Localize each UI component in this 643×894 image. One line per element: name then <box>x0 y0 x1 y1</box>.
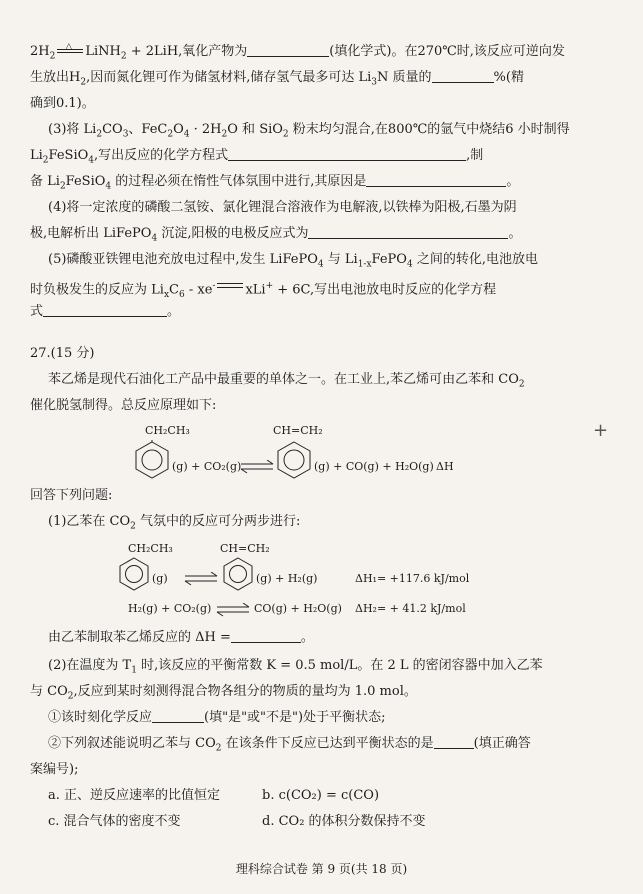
text-line-1: $2H_2$ △ LiNH$_2$ + 2LiH,氧化产物为 (填化学式)。在270℃时,该反应可逆向发 <box>30 42 565 62</box>
option-c: c. 混合气体的密度不变 <box>48 814 181 829</box>
answer-blank[interactable] <box>247 42 329 57</box>
text-line-2: 生放出$H_2$,因而氮化锂可作为储氢材料,储存氢气最多可达 $Li_3N$ 质量的 %(精 <box>30 70 524 88</box>
answer-blank[interactable] <box>231 628 301 643</box>
text-line-13: 催化脱氢制得。总反应原理如下: <box>30 398 217 413</box>
answer-blank[interactable] <box>308 224 508 239</box>
answer-blank[interactable] <box>434 734 474 749</box>
text-line-9: (5)磷酸亚铁锂电池充放电过程中,发生 LiFePO$_4$ 与 $Li_{1-x}FePO_4$ 之间的转化,电池放电 <box>48 252 538 270</box>
text-line-6: 备 $Li_2FeSiO_4$ 的过程必须在惰性气体氛围中进行,其原因是 。 <box>30 174 520 192</box>
benzene-ring-icon <box>276 440 312 480</box>
equilibrium-arrow-icon <box>216 603 250 617</box>
answer-blank[interactable] <box>43 302 167 317</box>
text-line-20: ②下列叙述能说明乙苯与 $CO_2$ 在该条件下反应已达到平衡状态的是 (填正确答 <box>48 736 531 754</box>
benzene-ring-icon <box>134 440 170 480</box>
text-line-18: 与 $CO_2$,反应到某时刻测得混合物各组分的物质的量均为 1.0 mol。 <box>30 684 417 702</box>
text-line-19: ①该时刻化学反应 (填"是"或"不是")处于平衡状态; <box>48 710 386 725</box>
crosshair-mark-icon: + <box>593 420 609 441</box>
ethyl-substituent: CH₂CH₃ <box>145 424 190 437</box>
text-line-5: $Li_2FeSiO_4$,写出反应的化学方程式 ,制 <box>30 148 484 166</box>
equilibrium-arrow-icon <box>240 460 274 474</box>
benzene-ring-icon <box>222 556 254 592</box>
text-line-15: (1)乙苯在 $CO_2$ 气氛中的反应可分两步进行: <box>48 514 301 532</box>
answer-blank[interactable] <box>228 146 466 161</box>
option-d: d. CO₂ 的体积分数保持不变 <box>262 814 426 829</box>
heat-arrow-icon: △ <box>57 43 83 55</box>
text-line-12: 苯乙烯是现代石油化工产品中最重要的单体之一。在工业上,苯乙烯可由乙苯和 $CO_2$ <box>48 372 525 390</box>
ethyl-substituent: CH₂CH₃ <box>128 542 173 555</box>
answer-blank[interactable] <box>432 68 494 83</box>
exam-page: $2H_2$ △ LiNH$_2$ + 2LiH,氧化产物为 (填化学式)。在270℃时,该反应可逆向发 生放出$H_2$,因而氮化锂可作为储氢材料,储存氢气最多可达 $Li_3N$ 质量的 %(精 确到0.1)。 (3)将 $Li_2CO_3$、$FeC_2O_4 \cdot 2H_2O$ 和 SiO$_2$ 粉末均匀混合,在800℃的氩气中烧结6 小时制得 $Li_2FeSiO_4$,写出反应的化学方程式 ,制 备 $Li_2FeSiO_4$ 的过程必须在惰性气体氛围中进行,其原因是 。 (4)将一定浓度的磷酸二氢铵、氯化锂混合溶液作为电解液,以铁棒为阳极,石墨为阴 极,电解析出 LiFePO$_4$ 沉淀,阳极的电极反应式为 。 (5)磷酸亚铁锂电池充放电过程中,发生 LiFePO$_4$ 与 $Li_{1-x}FePO_4$ 之间的转化,电池放电 时负极发生的反应为 $Li_xC_6 - xe^-$ xLi+ + 6C,写出电池放电时反应的化学方程 式 。 27.(15 分) 苯乙烯是现代石油化工产品中最重要的单体之一。在工业上,苯乙烯可由乙苯和 $CO_2$ 催化脱氢制得。总反应原理如下: CH₂CH₃ (g) + CO₂(g) CH=CH₂ (g) + CO(g) + H₂O(g) ΔH 回答下列问题: (1)乙苯在 $CO_2$ 气氛中的反应可分两步进行: CH₂CH₃ (g) CH=CH₂ (g) + H₂(g) ΔH₁= +117.6 kJ/mol H₂(g) + CO₂(g) CO(g) + H₂O(g) ΔH₂= + 41.2 kJ/mol 由乙苯制取苯乙烯反应的 ΔH = 。 (2)在温度为 $T_1$ 时,该反应的平衡常数 K = 0.5 mol/L。在 2 L 的密闭容器中加入乙苯 与 $CO_2$,反应到某时刻测得混合物各组分的物质的量均为 1.0 mol。 ①该时刻化学反应 (填"是"或"不是")处于平衡状态; ②下列叙述能说明乙苯与 $CO_2$ 在该条件下反应已达到平衡状态的是 (填正确答 案编号); a. 正、逆反应速率的比值恒定 b. c(CO₂) = c(CO) c. 混合气体的密度不变 d. CO₂ 的体积分数保持不变 理科综合试卷 第 9 页(共 18 页) + <box>0 0 643 894</box>
text-line-8: 极,电解析出 LiFePO$_4$ 沉淀,阳极的电极反应式为 。 <box>30 226 522 244</box>
benzene-ring-icon <box>118 556 150 592</box>
question-27-heading: 27.(15 分) <box>30 346 95 361</box>
answer-blank[interactable] <box>152 708 204 723</box>
equals-sign-icon <box>217 283 243 291</box>
text-line-10: 时负极发生的反应为 $Li_xC_6 - xe^-$ xLi+ + 6C,写出电池放电时反应的化学方程 <box>30 281 497 300</box>
option-a: a. 正、逆反应速率的比值恒定 <box>48 788 221 803</box>
answer-blank[interactable] <box>366 172 506 187</box>
text-line-7: (4)将一定浓度的磷酸二氢铵、氯化锂混合溶液作为电解液,以铁棒为阳极,石墨为阴 <box>48 200 517 215</box>
text-line-4: (3)将 $Li_2CO_3$、$FeC_2O_4 \cdot 2H_2O$ 和 SiO$_2$ 粉末均匀混合,在800℃的氩气中烧结6 小时制得 <box>48 122 570 140</box>
text-line-14: 回答下列问题: <box>30 488 113 503</box>
page-footer: 理科综合试卷 第 9 页(共 18 页) <box>235 862 408 876</box>
text-line-21: 案编号); <box>30 762 79 777</box>
text-line-11: 式 。 <box>30 304 181 319</box>
equilibrium-arrow-icon <box>184 572 218 586</box>
text-line-16: 由乙苯制取苯乙烯反应的 ΔH = 。 <box>48 630 314 645</box>
text-line-17: (2)在温度为 $T_1$ 时,该反应的平衡常数 K = 0.5 mol/L。在 2 L 的密闭容器中加入乙苯 <box>48 658 543 676</box>
vinyl-substituent: CH=CH₂ <box>220 542 270 555</box>
text-line-3: 确到0.1)。 <box>30 96 95 111</box>
vinyl-substituent: CH=CH₂ <box>273 424 323 437</box>
option-b: b. c(CO₂) = c(CO) <box>262 788 380 803</box>
